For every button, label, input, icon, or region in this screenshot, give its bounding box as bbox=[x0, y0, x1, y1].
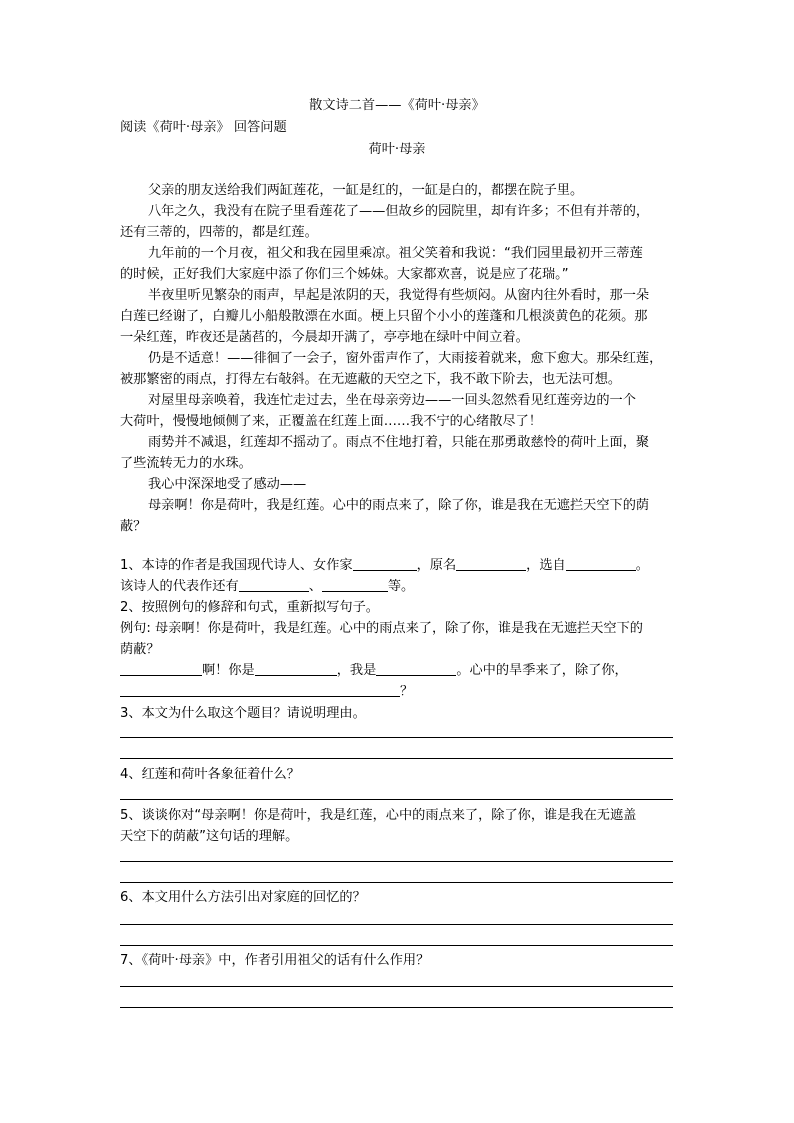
question-1-text: 等。 bbox=[387, 579, 415, 594]
reading-instruction: 阅读《荷叶·母亲》 回答问题 bbox=[120, 120, 287, 135]
poem-line: 仍是不适意！——徘徊了一会子，窗外雷声作了，大雨接着就来，愈下愈大。那朵红莲， bbox=[148, 351, 663, 366]
rewrite-blank-3[interactable] bbox=[376, 661, 456, 676]
poem-line: 还有三蒂的，四蒂的，都是红莲。 bbox=[120, 225, 318, 240]
question-1-text: 该诗人的代表作还有 bbox=[120, 579, 239, 594]
question-1-text: 、 bbox=[308, 579, 322, 594]
question-4: 4、红莲和荷叶各象征着什么？ bbox=[120, 767, 300, 782]
question-6: 6、本文用什么方法引出对家庭的回忆的？ bbox=[120, 890, 366, 905]
poem-title: 荷叶·母亲 bbox=[368, 142, 426, 157]
example-sentence: 例句: 母亲啊！你是荷叶，我是红莲。心中的雨点来了，除了你，谁是我在无遮拦天空下的 bbox=[120, 621, 643, 636]
poem-line: 我心中深深地受了感动—— bbox=[148, 477, 307, 492]
rewrite-blank-4[interactable] bbox=[120, 682, 400, 697]
source-blank[interactable] bbox=[566, 556, 636, 571]
poem-line: 白莲已经谢了，白瓣儿小船般散漂在水面。梗上只留个小小的莲蓬和几根淡黄色的花须。那 bbox=[120, 309, 648, 324]
answer-line[interactable] bbox=[120, 799, 673, 800]
poem-line: 八年之久，我没有在院子里看莲花了——但故乡的园院里，却有许多；不但有并蒂的， bbox=[148, 204, 650, 219]
poem-line: 九年前的一个月夜，祖父和我在园里乘凉。祖父笑着和我说：“我们园里最初开三蒂莲 bbox=[148, 246, 643, 261]
question-1-text: ，选自 bbox=[526, 558, 566, 573]
question-3: 3、本文为什么取这个题目？请说明理由。 bbox=[120, 706, 366, 721]
answer-line[interactable] bbox=[120, 737, 673, 738]
rewrite-line bbox=[120, 661, 628, 681]
poem-line: 母亲啊！你是荷叶，我是红莲。心中的雨点来了，除了你，谁是我在无遮拦天空下的荫 bbox=[148, 498, 650, 513]
question-1 bbox=[120, 556, 649, 576]
document-title: 散文诗二首——《荷叶·母亲》 bbox=[309, 98, 485, 113]
rewrite-blank-2[interactable] bbox=[255, 661, 337, 676]
rewrite-text: ，我是 bbox=[336, 663, 377, 678]
poem-line: 父亲的朋友送给我们两缸莲花，一缸是红的，一缸是白的，都摆在院子里。 bbox=[148, 183, 584, 198]
question-7: 7、《荷叶·母亲》中，作者引用祖父的话有什么作用？ bbox=[120, 953, 430, 968]
answer-line[interactable] bbox=[120, 882, 673, 883]
poem-line: 一朵红莲，昨夜还是菡萏的，今晨却开满了，亭亭地在绿叶中间立着。 bbox=[120, 330, 529, 345]
works-blank-1[interactable] bbox=[239, 577, 309, 592]
poem-line: 被那繁密的雨点，打得左右敧斜。在无遮蔽的天空之下，我不敢下阶去，也无法可想。 bbox=[120, 372, 622, 387]
question-1-line-2 bbox=[120, 577, 414, 597]
poem-line: 对屋里母亲唤着，我连忙走过去，坐在母亲旁边——一回头忽然看见红莲旁边的一个 bbox=[148, 393, 636, 408]
author-blank[interactable] bbox=[353, 556, 417, 571]
poem-line: 的时候，正好我们大家庭中添了你们三个姊妹。大家都欢喜，说是应了花瑞。” bbox=[120, 267, 569, 282]
question-5-cont: 天空下的荫蔽”这句话的理解。 bbox=[120, 829, 299, 844]
question-1-text: 。 bbox=[635, 558, 649, 573]
question-1-text: 1、本诗的作者是我国现代诗人、女作家 bbox=[120, 558, 353, 573]
rewrite-text: ？ bbox=[400, 684, 414, 699]
example-sentence: 荫蔽？ bbox=[120, 642, 160, 657]
question-1-text: ，原名 bbox=[416, 558, 457, 573]
original-name-blank[interactable] bbox=[456, 556, 526, 571]
rewrite-text: 。心中的旱季来了，除了你， bbox=[456, 663, 628, 678]
answer-line[interactable] bbox=[120, 945, 673, 946]
answer-line[interactable] bbox=[120, 924, 673, 925]
answer-line[interactable] bbox=[120, 861, 673, 862]
answer-line[interactable] bbox=[120, 986, 673, 987]
question-2: 2、按照例句的修辞和句式，重新拟写句子。 bbox=[120, 600, 379, 615]
answer-line[interactable] bbox=[120, 1007, 673, 1008]
question-5: 5、谈谈你对“母亲啊！你是荷叶，我是红莲，心中的雨点来了，除了你，谁是我在无遮盖 bbox=[120, 808, 637, 823]
rewrite-text: 啊！你是 bbox=[202, 663, 255, 678]
works-blank-2[interactable] bbox=[322, 577, 388, 592]
poem-line: 了些流转无力的水珠。 bbox=[120, 456, 252, 471]
rewrite-blank-1[interactable] bbox=[120, 661, 202, 676]
answer-line[interactable] bbox=[120, 758, 673, 759]
rewrite-line-2 bbox=[120, 682, 413, 702]
poem-line: 蔽？ bbox=[120, 519, 147, 534]
poem-line: 雨势并不减退，红莲却不摇动了。雨点不住地打着，只能在那勇敢慈怜的荷叶上面，聚 bbox=[148, 435, 650, 450]
poem-line: 半夜里听见繁杂的雨声，早起是浓阴的天，我觉得有些烦闷。从窗内往外看时，那一朵 bbox=[148, 288, 650, 303]
poem-line: 大荷叶，慢慢地倾侧了来，正覆盖在红莲上面……我不宁的心绪散尽了！ bbox=[120, 414, 542, 429]
